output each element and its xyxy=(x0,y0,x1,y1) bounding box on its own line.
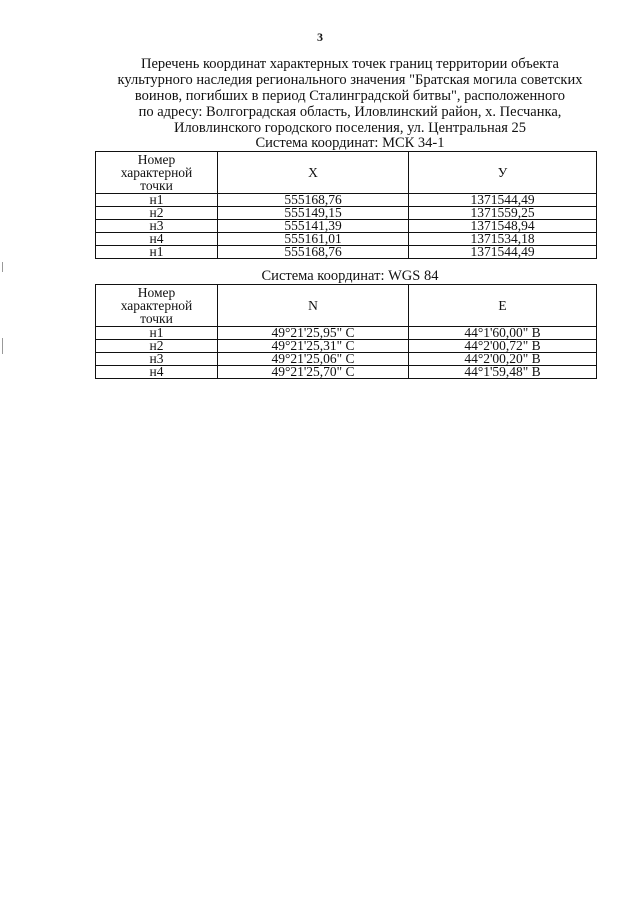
title-line: культурного наследия регионального значения "Братская могила советских xyxy=(117,72,583,88)
x-value: 555168,76 xyxy=(218,246,409,259)
point-id: н3 xyxy=(96,220,218,233)
title-line: Перечень координат характерных точек границ территории объекта xyxy=(141,56,559,72)
document-title xyxy=(90,56,610,136)
point-id: н4 xyxy=(96,366,218,379)
point-id: н2 xyxy=(96,340,218,353)
table-row xyxy=(96,246,597,259)
e-value: 44°2'00,72" В xyxy=(409,340,597,353)
e-value: 44°2'00,20" В xyxy=(409,353,597,366)
title-line: по адресу: Волгоградская область, Иловлинский район, х. Песчанка, xyxy=(138,104,562,120)
table-header-row xyxy=(96,152,597,194)
x-header: X xyxy=(218,152,409,194)
scan-edge-mark xyxy=(2,262,3,272)
n-value: 49°21'25,06" С xyxy=(218,353,409,366)
x-value: 555149,15 xyxy=(218,207,409,220)
y-value: 1371544,49 xyxy=(409,194,597,207)
n-value: 49°21'25,70" С xyxy=(218,366,409,379)
e-value: 44°1'60,00" В xyxy=(409,327,597,340)
n-header: N xyxy=(218,285,409,327)
msk-coordinates-table xyxy=(95,151,597,259)
e-header: E xyxy=(409,285,597,327)
point-number-header: Номер характерной точки xyxy=(96,152,218,194)
point-id: н1 xyxy=(96,327,218,340)
title-line: воинов, погибших в период Сталинградской битвы", расположенного xyxy=(134,88,566,104)
y-value: 1371534,18 xyxy=(409,233,597,246)
table-row xyxy=(96,366,597,379)
table-header-row xyxy=(96,285,597,327)
scan-edge-mark xyxy=(2,338,3,354)
e-value: 44°1'59,48" В xyxy=(409,366,597,379)
x-value: 555168,76 xyxy=(218,194,409,207)
point-id: н3 xyxy=(96,353,218,366)
wgs-coordinates-table xyxy=(95,284,597,379)
x-value: 555161,01 xyxy=(218,233,409,246)
point-id: н2 xyxy=(96,207,218,220)
x-value: 555141,39 xyxy=(218,220,409,233)
point-id: н1 xyxy=(96,194,218,207)
point-number-header: Номер характерной точки xyxy=(96,285,218,327)
wgs-table-caption: Система координат: WGS 84 xyxy=(261,268,439,284)
y-value: 1371544,49 xyxy=(409,246,597,259)
n-value: 49°21'25,31" С xyxy=(218,340,409,353)
title-line: Иловлинского городского поселения, ул. Центральная 25 xyxy=(173,120,527,136)
n-value: 49°21'25,95" С xyxy=(218,327,409,340)
y-value: 1371559,25 xyxy=(409,207,597,220)
point-id: н4 xyxy=(96,233,218,246)
point-id: н1 xyxy=(96,246,218,259)
msk-table-caption: Система координат: МСК 34-1 xyxy=(255,135,445,151)
y-header: У xyxy=(409,152,597,194)
page-number: 3 xyxy=(317,30,323,44)
y-value: 1371548,94 xyxy=(409,220,597,233)
